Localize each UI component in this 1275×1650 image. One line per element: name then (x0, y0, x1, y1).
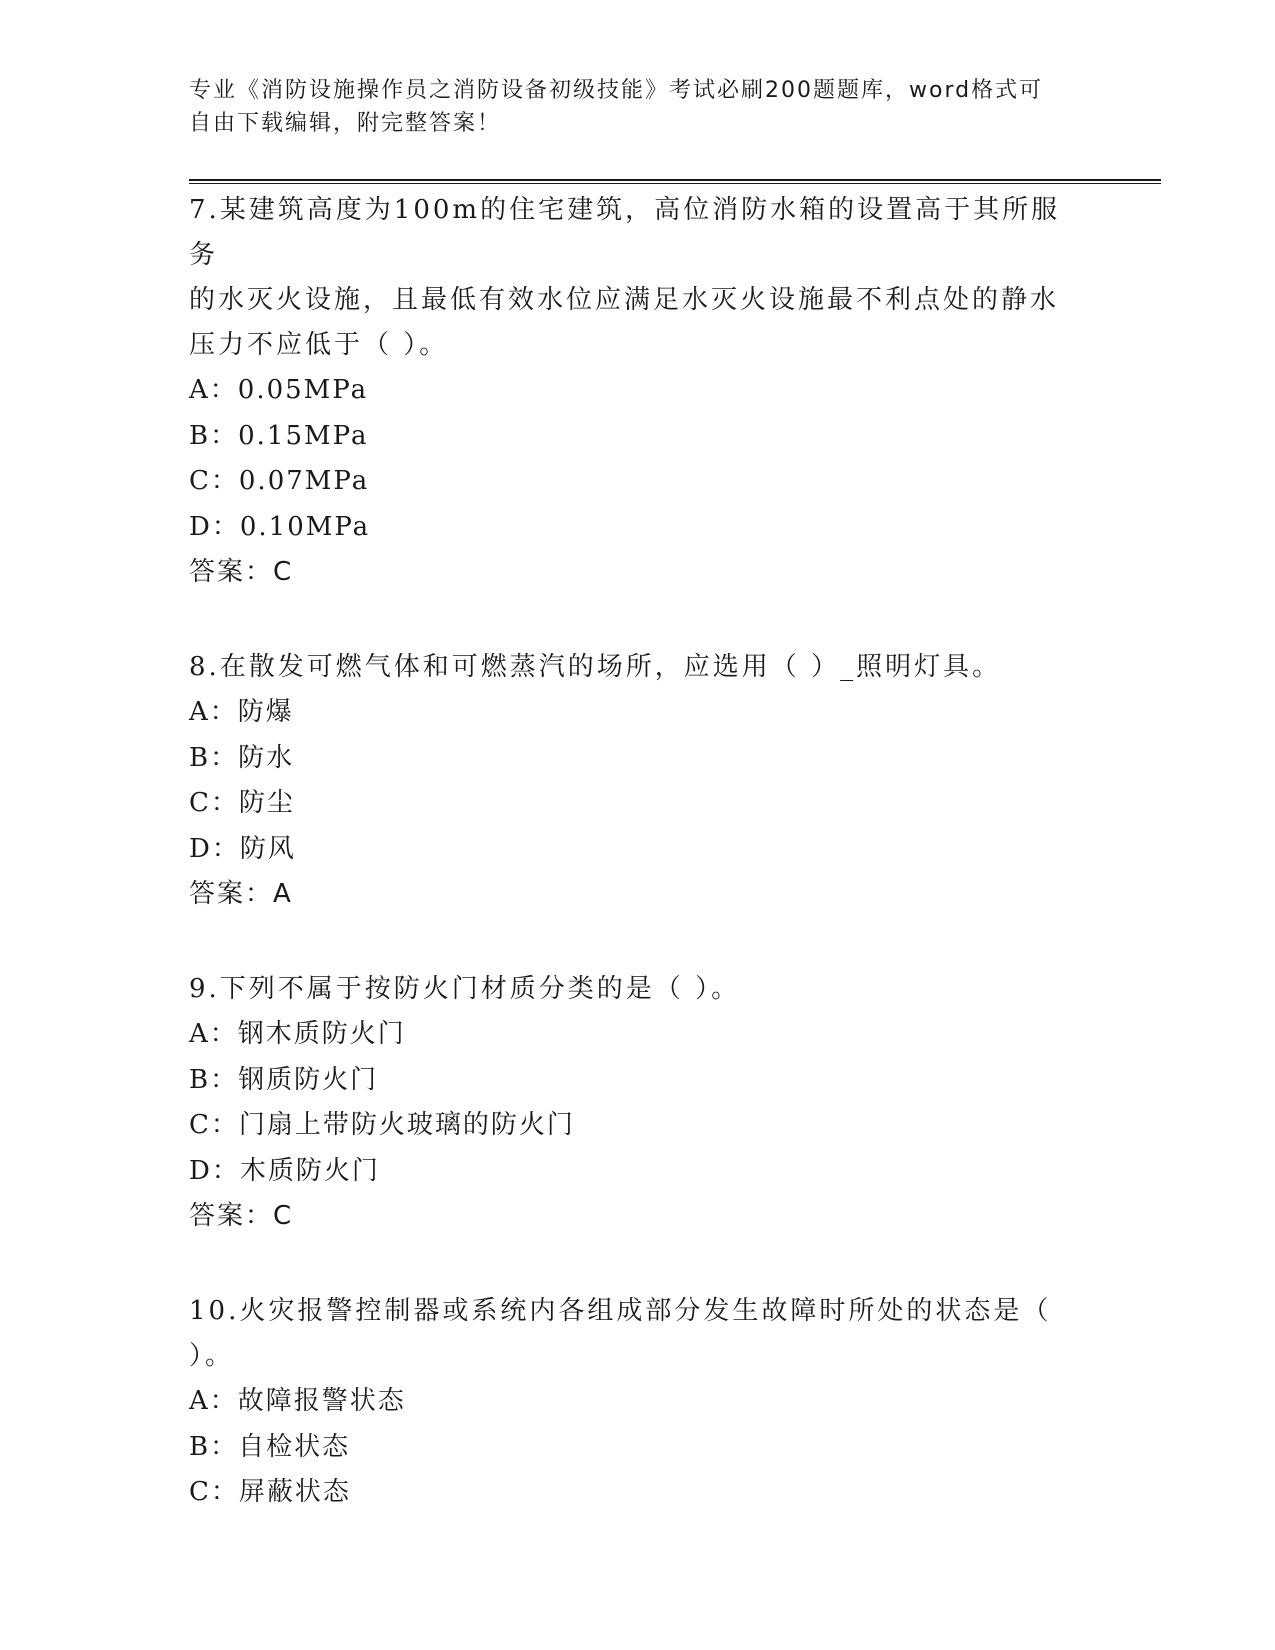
option-a: A：故障报警状态 (189, 1386, 406, 1416)
option-c: C：0.07MPa (189, 466, 370, 496)
option-b: B：钢质防火门 (189, 1064, 379, 1095)
answer-line: 答案：C (189, 557, 294, 587)
option-c: C：防尘 (189, 788, 295, 818)
question-stem-line: 压力不应低于（ ）。 (189, 330, 449, 360)
question-block (189, 188, 1089, 595)
option-c: C：门扇上带防火玻璃的防火门 (189, 1110, 575, 1140)
question-stem-line: 9.下列不属于按防火门材质分类的是（ ）。 (189, 974, 741, 1004)
question-stem-line: ）。 (189, 1341, 235, 1371)
question-list (189, 188, 1089, 1566)
question-stem-line: 7.某建筑高度为100m的住宅建筑，高位消防水箱的设置高于其所服务 (189, 195, 1061, 270)
question-stem-line: 的水灭火设施，且最低有效水位应满足水灭火设施最不利点处的静水 (189, 285, 1060, 315)
question-block (189, 1289, 1089, 1516)
answer-line: 答案：C (189, 1201, 294, 1231)
document-header (189, 74, 1069, 140)
option-d: D：0.10MPa (189, 511, 371, 542)
header-line-1: 专业《消防设施操作员之消防设备初级技能》考试必刷200题题库，word格式可 (189, 78, 1044, 103)
option-d: D：防风 (189, 833, 296, 864)
option-b: B：防水 (189, 742, 295, 773)
option-d: D：木质防火门 (189, 1155, 380, 1186)
option-b: B：自检状态 (189, 1431, 351, 1462)
header-divider-thin (189, 183, 1161, 184)
option-b: B：0.15MPa (189, 420, 369, 451)
header-divider-thick (189, 179, 1161, 181)
option-a: A：0.05MPa (189, 375, 369, 405)
question-block (189, 967, 1089, 1239)
answer-line: 答案：A (189, 879, 293, 909)
option-a: A：钢木质防火门 (189, 1019, 406, 1049)
question-stem-line: 8.在散发可燃气体和可燃蒸汽的场所，应选用（ ）_照明灯具。 (189, 652, 1002, 682)
question-block (189, 645, 1089, 917)
question-stem-line: 10.火灾报警控制器或系统内各组成部分发生故障时所处的状态是（ (189, 1296, 1052, 1326)
option-c: C：屏蔽状态 (189, 1477, 351, 1507)
option-a: A：防爆 (189, 697, 294, 727)
header-line-2: 自由下载编辑，附完整答案！ (189, 111, 502, 136)
